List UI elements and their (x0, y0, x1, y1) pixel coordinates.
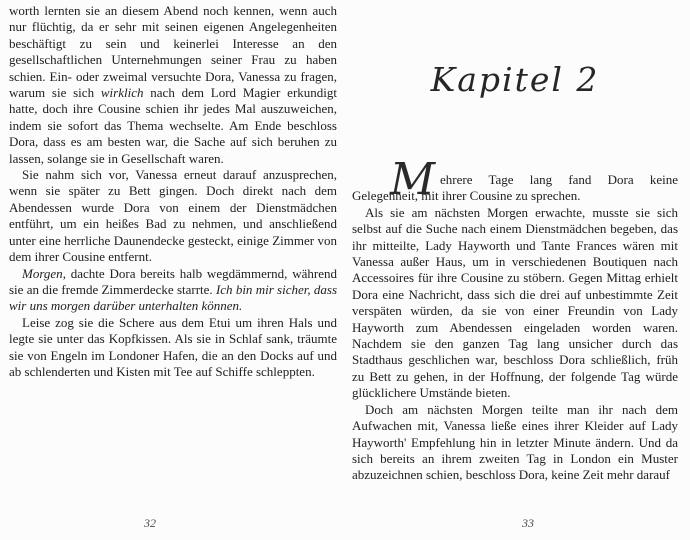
italic-text-segment: Morgen (22, 265, 63, 281)
paragraph (9, 3, 337, 167)
paragraph (9, 315, 337, 381)
text-segment: ehrere Tage lang fand Dora keine Gelegenheit, mit ihrer Cousine zu sprechen. (352, 172, 678, 204)
paragraph (352, 205, 678, 402)
chapter-heading: Kapitel 2 (430, 60, 600, 99)
italic-text-segment: wirklich (100, 85, 144, 101)
text-segment: Als sie am nächsten Morgen erwachte, musste sie sich selbst auf die Suche nach einem Dienstmädchen begeben, das ihr mitteilte, Lady Hayworth und Tante Frances wären mit Vanessa außer Haus, um in verschiedenen Boutiquen nach Accessoires für ihre Cousine zu stöbern. Gegen Mittag erhielt Dora eine Nachricht, dass sich die drei auf unbestimmte Zeit verspäten würden, da sie von einer Freundin von Lady Hayworth zum Abendessen eingeladen worden waren. Nachdem sie den ganzen Tag lang unsicher durch das Stadthaus geschlichen war, beschloss Dora schließlich, früh zu Bett zu gehen, in der Hoffnung, der folgende Tag würde glücklichere Umstände bieten. (352, 204, 678, 401)
text-segment: Leise zog sie die Schere aus dem Etui um ihren Hals und legte sie unter das Kopfkissen. Als sie in Schlaf sank, träumte sie von Engeln im Londoner Hafen, die an den Docks auf und ab schlenderten und Kisten mit Tee auf Schiffe schleppten. (9, 314, 337, 379)
text-segment: , dachte Dora bereits halb wegdämmernd, während sie an die fremde Zimmerdecke starrte. (9, 265, 337, 297)
text-segment: Doch am nächsten Morgen teilte man ihr nach dem Aufwachen mit, Vanessa ließe eines ihrer Kleider auf Lady Hayworth' Empfehlung hin in letzter Minute ändern. Und da sich bereits an ihrem zweiten Tag in London ein Muster abzuzeichnen schien, beschloss Dora, keine Zeit mehr darauf (352, 401, 678, 483)
paragraph (352, 154, 678, 205)
paragraph (9, 167, 337, 265)
text-segment: worth lernten sie an diesem Abend noch kennen, wenn auch nur flüchtig, da er sehr mit seinen eigenen Angelegenheiten beschäftigt zu sein und keinerlei Interesse an den gesellschaftlichen Unternehmungen seiner Frau zu haben schien. Ein- oder zweimal versuchte Dora, Vanessa zu fragen, warum sie sich (9, 3, 337, 101)
paragraph (9, 266, 337, 315)
text-segment: nach dem Lord Magier erkundigt hatte, doch ihre Cousine schien ihr jedes Mal auszuweichen, indem sie sofort das Thema wechselte. Am Ende beschloss Dora, dass es am besten war, die Sache auf sich beruhen zu lassen, solange sie in Gesellschaft waren. (9, 85, 338, 166)
left-page-text (9, 3, 337, 380)
paragraph (352, 402, 678, 484)
page-number-right: 33 (522, 516, 534, 530)
right-page-text (352, 154, 678, 484)
page-number-left: 32 (144, 516, 156, 530)
text-segment: Sie nahm sich vor, Vanessa erneut darauf anzusprechen, wenn sie später zu Bett gingen. Doch direkt nach dem Abendessen wurde Dora von einem der Dienstmädchen entführt, um ein heißes Bad zu nehmen, und anschließend unter eine herrliche Daunendecke gesteckt, einige Zimmer von dem ihrer Cousine entfernt. (9, 167, 337, 265)
ornate-initial-letter: M (390, 154, 436, 205)
italic-text-segment: Ich bin mir sicher, dass wir uns morgen darüber unterhalten können. (9, 281, 338, 314)
